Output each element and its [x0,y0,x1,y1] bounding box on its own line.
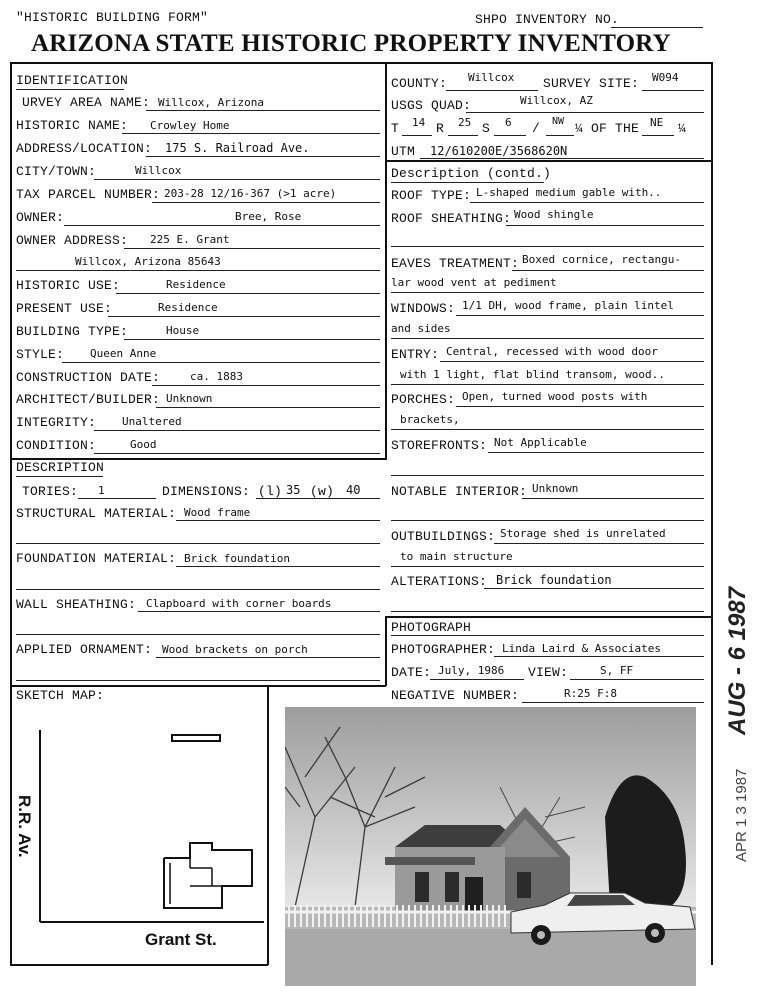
slash-separator: / [532,121,541,136]
historic-use-label: HISTORIC USE: [16,278,121,293]
of-the-label: ¼ OF THE [575,121,640,136]
building-photo [285,707,696,986]
quarter-1-value: NW [552,116,565,127]
historic-name-line [122,133,380,134]
t-label: T [391,121,400,136]
alterations-line [484,588,704,589]
architect-value: Unknown [166,392,213,405]
entry-value-1: Central, recessed with wood door [446,345,658,358]
historic-name-label: HISTORIC NAME: [16,118,129,133]
entry-line-2 [391,384,704,385]
present-use-label: PRESENT USE: [16,301,113,316]
porches-line-2 [391,429,704,430]
historic-use-line [116,293,380,294]
construction-date-line [152,385,380,386]
description-heading: DESCRIPTION [16,460,105,475]
storefronts-label: STOREFRONTS: [391,438,488,453]
construction-date-value: ca. 1883 [190,370,243,383]
description-contd-underline [391,182,544,183]
roof-sheathing-line [506,225,704,226]
outbuildings-line-1 [494,543,704,544]
sketch-map-heading: SKETCH MAP: [16,688,105,703]
quarter-2-line [642,135,674,136]
street-grant-st: Grant St. [145,930,217,949]
negative-value: R:25 F:8 [564,687,617,700]
owner-line [64,225,380,226]
owner-label: OWNER: [16,210,65,225]
windows-value-1: 1/1 DH, wood frame, plain lintel [462,299,674,312]
shpo-value-line [611,27,703,28]
windows-line-2 [391,338,704,339]
foundation-line-2 [16,589,380,590]
roof-type-line [470,202,704,203]
frame-photo-left [385,616,387,686]
house-photo-drawing [285,707,696,986]
usgs-line [466,112,704,113]
view-label: VIEW: [528,665,569,680]
survey-site-value: W094 [652,71,679,84]
city-value: Willcox [135,164,182,177]
frame-right [711,62,713,965]
page-title: ARIZONA STATE HISTORIC PROPERTY INVENTORY [31,30,671,57]
wall-sheathing-value: Clapboard with corner boards [146,597,332,610]
dimensions-line [256,498,380,499]
address-line [146,156,380,157]
street-railroad-ave: R.R. Av. [15,795,34,858]
outbuildings-label: OUTBUILDINGS: [391,529,496,544]
survey-site-label: SURVEY SITE: [543,76,640,91]
survey-area-line [146,110,380,111]
style-label: STYLE: [16,347,65,362]
owner-address-value-1: 225 E. Grant [150,233,230,246]
roof-sheathing-value: Wood shingle [514,208,594,221]
frame-utm-bottom [385,160,712,162]
notable-interior-line-2 [391,520,704,521]
style-value: Queen Anne [90,347,157,360]
r-line [448,135,478,136]
received-stamp-aug: AUG - 6 1987 [724,586,751,735]
ornament-value: Wood brackets on porch [162,643,308,656]
outbuildings-value-1: Storage shed is unrelated [500,527,666,540]
wall-sheathing-line [138,611,380,612]
notable-interior-label: NOTABLE INTERIOR: [391,484,528,499]
utm-line [420,158,704,159]
s-label: S [482,121,491,136]
stories-label: TORIES: [22,484,79,499]
quarter-2-value: NE [650,116,664,129]
photograph-heading-line [391,635,704,636]
photograph-heading: PHOTOGRAPH [391,620,472,635]
date-label: DATE: [391,665,432,680]
historic-name-value: Crowley Home [150,119,230,132]
quarter-sign: ¼ [678,121,687,136]
dimensions-l-value: 35 [286,483,301,497]
construction-date-label: CONSTRUCTION DATE: [16,370,161,385]
address-value: 175 S. Railroad Ave. [165,141,310,155]
form-type: "HISTORIC BUILDING FORM" [16,10,209,25]
frame-top-left [10,62,385,64]
r-label: R [436,121,445,136]
porches-value-2: brackets, [400,413,460,426]
t-line [402,135,432,136]
eaves-label: EAVES TREATMENT: [391,256,520,271]
dimensions-label: DIMENSIONS: (l) [162,484,283,499]
condition-value: Good [130,438,157,451]
photographer-line [494,656,704,657]
view-line [570,679,704,680]
structural-label: STRUCTURAL MATERIAL: [16,506,177,521]
county-line [446,90,538,91]
owner-address-line-2 [16,270,380,271]
condition-label: CONDITION: [16,438,97,453]
frame-mid-upper [385,62,387,459]
shed-outline [172,735,220,741]
porches-line-1 [456,406,704,407]
county-value: Willcox [468,71,515,84]
ornament-line [156,657,380,658]
entry-line-1 [440,361,704,362]
foundation-line [176,566,380,567]
owner-address-value-2: Willcox, Arizona 85643 [75,255,221,268]
address-label: ADDRESS/LOCATION: [16,141,153,156]
stories-line [78,498,156,499]
building-type-value: House [166,324,200,337]
r-value: 25 [458,116,472,129]
eaves-value-2: lar wood vent at pediment [391,276,557,289]
roof-sheathing-line-2 [391,246,704,247]
shpo-label: SHPO INVENTORY NO. [475,12,620,27]
s-value: 6 [505,116,512,129]
photographer-value: Linda Laird & Associates [502,642,661,655]
identification-heading: IDENTIFICATION [16,73,129,88]
frame-sketch-right [267,685,269,965]
building-type-line [124,339,380,340]
s-line [494,135,526,136]
t-value: 14 [412,116,426,129]
description-heading-underline [16,476,103,477]
frame-sketch-top [10,685,386,687]
entry-label: ENTRY: [391,347,440,362]
description-contd-heading: Description (contd.) [391,166,552,181]
eaves-value-1: Boxed cornice, rectangu- [522,253,681,266]
tax-parcel-value: 203-28 12/16-367 (>1 acre) [164,187,337,200]
architect-line [156,407,380,408]
structural-line-2 [16,543,380,544]
negative-line [522,702,704,703]
dimensions-w-value: 40 [346,483,361,497]
wall-sheathing-line-2 [16,634,380,635]
outbuildings-line-2 [391,566,704,567]
integrity-label: INTEGRITY: [16,415,97,430]
negative-label: NEGATIVE NUMBER: [391,688,520,703]
foundation-label: FOUNDATION MATERIAL: [16,551,177,566]
alterations-value: Brick foundation [496,573,612,587]
utm-value: 12/610200E/3568620N [430,144,568,158]
style-line [62,362,380,363]
historic-use-value: Residence [166,278,226,291]
stories-value: 1 [98,484,105,497]
survey-area-label: URVEY AREA NAME: [22,95,151,110]
roof-type-label: ROOF TYPE: [391,188,472,203]
dimensions-w-label: (w) [310,484,335,499]
owner-address-label: OWNER ADDRESS: [16,233,129,248]
ornament-label: APPLIED ORNAMENT: [16,642,153,657]
porches-value-1: Open, turned wood posts with [462,390,648,403]
structural-line [176,520,380,521]
alterations-line-2 [391,611,704,612]
city-label: CITY/TOWN: [16,164,97,179]
frame-photo-top [385,616,712,618]
ornament-line-2 [16,680,380,681]
wall-sheathing-label: WALL SHEATHING: [16,597,137,612]
storefronts-value: Not Applicable [494,436,587,449]
windows-value-2: and sides [391,322,451,335]
view-value: S, FF [600,664,634,677]
integrity-line [94,430,380,431]
survey-site-line [642,90,704,91]
storefronts-line-2 [391,475,704,476]
building-type-label: BUILDING TYPE: [16,324,129,339]
eaves-line-2 [391,292,704,293]
owner-value: Bree, Rose [235,210,302,223]
windows-line-1 [456,315,704,316]
present-use-line [108,316,380,317]
foundation-value: Brick foundation [184,552,290,565]
county-label: COUNTY: [391,76,448,91]
windows-label: WINDOWS: [391,301,456,316]
frame-sketch-bottom [10,964,268,966]
present-use-value: Residence [158,301,218,314]
outbuildings-value-2: to main structure [400,550,513,563]
date-line [430,679,524,680]
storefronts-line [488,452,704,453]
usgs-label: USGS QUAD: [391,98,472,113]
city-line [94,179,380,180]
identification-heading-underline [16,89,124,90]
survey-area-value: Willcox, Arizona [158,96,264,109]
condition-line [94,453,380,454]
roof-sheathing-label: ROOF SHEATHING: [391,211,512,226]
sketch-map-drawing [12,700,267,962]
entry-value-2: with 1 light, flat blind transom, wood.. [400,368,665,381]
tax-parcel-line [152,202,380,203]
photo-road [285,929,696,986]
date-value: July, 1986 [438,664,505,677]
frame-top-right [385,62,712,64]
integrity-value: Unaltered [122,415,182,428]
architect-label: ARCHITECT/BUILDER: [16,392,161,407]
quarter-1-line [546,135,574,136]
tax-parcel-label: TAX PARCEL NUMBER: [16,187,161,202]
notable-interior-value: Unknown [532,482,579,495]
house-footprint [164,843,252,908]
received-stamp-apr: APR 1 3 1987 [733,768,750,862]
owner-address-line-1 [124,248,380,249]
roof-type-value: L-shaped medium gable with.. [476,186,662,199]
alterations-label: ALTERATIONS: [391,574,488,589]
utm-label: UTM [391,144,416,159]
porches-label: PORCHES: [391,392,456,407]
notable-interior-line [522,498,704,499]
photographer-label: PHOTOGRAPHER: [391,642,496,657]
eaves-line-1 [512,270,704,271]
structural-value: Wood frame [184,506,251,519]
usgs-value: Willcox, AZ [520,94,593,107]
